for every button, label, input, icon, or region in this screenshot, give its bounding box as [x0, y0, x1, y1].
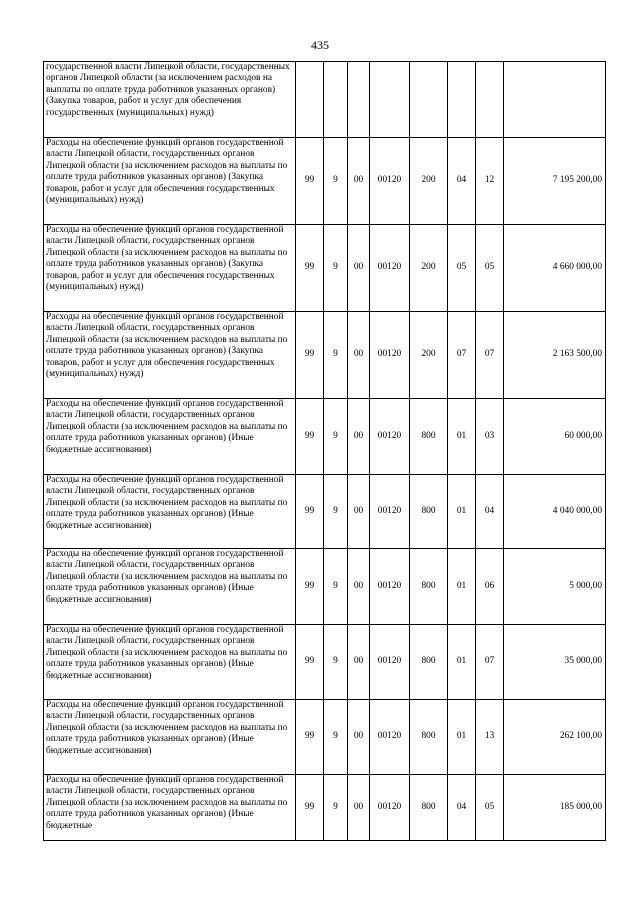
cell-section: 01 [448, 700, 476, 775]
cell-direction: 00120 [370, 475, 410, 549]
cell-subprogram: 9 [324, 475, 348, 549]
cell-expense-type: 800 [410, 549, 448, 625]
cell-main-event: 00 [348, 475, 370, 549]
cell-section: 01 [448, 475, 476, 549]
cell-subsection: 05 [476, 225, 504, 312]
table-row [44, 312, 606, 399]
cell-subprogram [324, 62, 348, 138]
cell-direction: 00120 [370, 775, 410, 841]
table-row [44, 625, 606, 700]
cell-section: 01 [448, 625, 476, 700]
cell-main-event: 00 [348, 549, 370, 625]
cell-subprogram: 9 [324, 775, 348, 841]
cell-expense-type [410, 62, 448, 138]
cell-program: 99 [296, 700, 324, 775]
cell-program: 99 [296, 312, 324, 399]
cell-main-event: 00 [348, 138, 370, 225]
cell-main-event: 00 [348, 225, 370, 312]
row-description: Расходы на обеспечение функций органов государственной власти Липецкой области, государственных органов Липецкой области (за исключением расходов на выплаты по оплате труда работников указанных органов) (Иные бюджетные ассигнования) [44, 549, 296, 625]
cell-main-event: 00 [348, 399, 370, 475]
cell-subsection [476, 62, 504, 138]
row-description: Расходы на обеспечение функций органов государственной власти Липецкой области, государственных органов Липецкой области (за исключением расходов на выплаты по оплате труда работников указанных органов) (Иные бюджетные ассигнования) [44, 399, 296, 475]
table-row [44, 775, 606, 841]
cell-subprogram: 9 [324, 312, 348, 399]
cell-subsection: 06 [476, 549, 504, 625]
budget-table [43, 61, 606, 841]
cell-amount: 4 040 000,00 [504, 475, 606, 549]
cell-main-event: 00 [348, 700, 370, 775]
cell-subsection: 03 [476, 399, 504, 475]
cell-direction: 00120 [370, 312, 410, 399]
cell-amount: 7 195 200,00 [504, 138, 606, 225]
cell-direction: 00120 [370, 549, 410, 625]
cell-amount: 185 000,00 [504, 775, 606, 841]
cell-subsection: 05 [476, 775, 504, 841]
cell-amount: 60 000,00 [504, 399, 606, 475]
cell-direction: 00120 [370, 138, 410, 225]
cell-subsection: 13 [476, 700, 504, 775]
cell-program: 99 [296, 625, 324, 700]
cell-subprogram: 9 [324, 700, 348, 775]
cell-program: 99 [296, 475, 324, 549]
cell-direction [370, 62, 410, 138]
cell-subprogram: 9 [324, 138, 348, 225]
cell-expense-type: 800 [410, 625, 448, 700]
cell-amount: 2 163 500,00 [504, 312, 606, 399]
cell-subprogram: 9 [324, 225, 348, 312]
cell-expense-type: 800 [410, 700, 448, 775]
row-description: Расходы на обеспечение функций органов государственной власти Липецкой области, государственных органов Липецкой области (за исключением расходов на выплаты по оплате труда работников указанных органов) (Закупка товаров, работ и услуг для обеспечения государственных (муниципальных) нужд) [44, 138, 296, 225]
cell-main-event: 00 [348, 775, 370, 841]
table-row [44, 475, 606, 549]
cell-expense-type: 800 [410, 775, 448, 841]
row-description: Расходы на обеспечение функций органов государственной власти Липецкой области, государственных органов Липецкой области (за исключением расходов на выплаты по оплате труда работников указанных органов) (Иные бюджетные ассигнования) [44, 475, 296, 549]
cell-subsection: 04 [476, 475, 504, 549]
cell-subsection: 07 [476, 312, 504, 399]
cell-subsection: 07 [476, 625, 504, 700]
cell-amount: 35 000,00 [504, 625, 606, 700]
cell-direction: 00120 [370, 399, 410, 475]
cell-subprogram: 9 [324, 399, 348, 475]
cell-expense-type: 200 [410, 225, 448, 312]
page-number: 435 [311, 38, 329, 52]
row-description: государственной власти Липецкой области, государственных органов Липецкой области (за исключением расходов на выплаты по оплате труда работников указанных органов) (Закупка товаров, работ и услуг для обеспечения государственных (муниципальных) нужд) [44, 62, 296, 138]
cell-program: 99 [296, 225, 324, 312]
cell-direction: 00120 [370, 625, 410, 700]
row-description: Расходы на обеспечение функций органов государственной власти Липецкой области, государственных органов Липецкой области (за исключением расходов на выплаты по оплате труда работников указанных органов) (Иные бюджетные ассигнования) [44, 625, 296, 700]
cell-main-event: 00 [348, 625, 370, 700]
cell-expense-type: 800 [410, 399, 448, 475]
cell-expense-type: 800 [410, 475, 448, 549]
cell-program: 99 [296, 138, 324, 225]
cell-program [296, 62, 324, 138]
table-row [44, 700, 606, 775]
cell-amount: 262 100,00 [504, 700, 606, 775]
cell-subprogram: 9 [324, 625, 348, 700]
cell-main-event: 00 [348, 312, 370, 399]
cell-program: 99 [296, 549, 324, 625]
row-description: Расходы на обеспечение функций органов государственной власти Липецкой области, государственных органов Липецкой области (за исключением расходов на выплаты по оплате труда работников указанных органов) (Иные бюджетные [44, 775, 296, 841]
cell-amount [504, 62, 606, 138]
table-row [44, 138, 606, 225]
cell-direction: 00120 [370, 700, 410, 775]
cell-section: 05 [448, 225, 476, 312]
table-row [44, 399, 606, 475]
cell-section: 04 [448, 138, 476, 225]
cell-direction: 00120 [370, 225, 410, 312]
cell-subsection: 12 [476, 138, 504, 225]
cell-section: 07 [448, 312, 476, 399]
cell-expense-type: 200 [410, 312, 448, 399]
cell-section: 01 [448, 549, 476, 625]
cell-program: 99 [296, 399, 324, 475]
cell-section [448, 62, 476, 138]
cell-program: 99 [296, 775, 324, 841]
table-row [44, 225, 606, 312]
row-description: Расходы на обеспечение функций органов государственной власти Липецкой области, государственных органов Липецкой области (за исключением расходов на выплаты по оплате труда работников указанных органов) (Иные бюджетные ассигнования) [44, 700, 296, 775]
cell-subprogram: 9 [324, 549, 348, 625]
cell-amount: 4 660 000,00 [504, 225, 606, 312]
table-row [44, 62, 606, 138]
cell-expense-type: 200 [410, 138, 448, 225]
row-description: Расходы на обеспечение функций органов государственной власти Липецкой области, государственных органов Липецкой области (за исключением расходов на выплаты по оплате труда работников указанных органов) (Закупка товаров, работ и услуг для обеспечения государственных (муниципальных) нужд) [44, 312, 296, 399]
cell-main-event [348, 62, 370, 138]
cell-section: 04 [448, 775, 476, 841]
table-row [44, 549, 606, 625]
cell-section: 01 [448, 399, 476, 475]
row-description: Расходы на обеспечение функций органов государственной власти Липецкой области, государственных органов Липецкой области (за исключением расходов на выплаты по оплате труда работников указанных органов) (Закупка товаров, работ и услуг для обеспечения государственных (муниципальных) нужд) [44, 225, 296, 312]
cell-amount: 5 000,00 [504, 549, 606, 625]
